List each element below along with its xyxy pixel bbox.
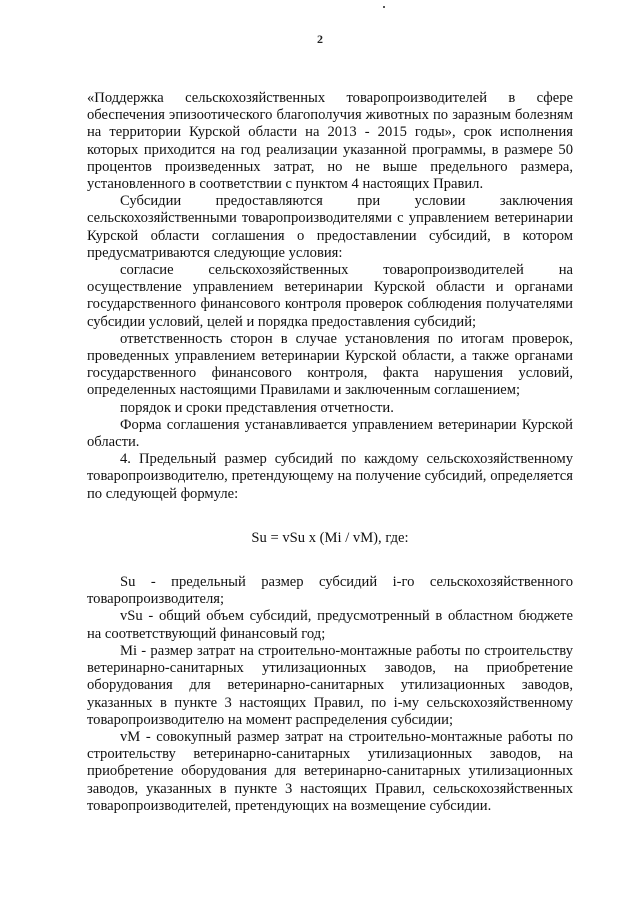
paragraph-consent: согласие сельскохозяйственных товаропроизводителей на осуществление управлением ветеринарии Курской области и органами государственного финансового контроля проверок соблюдения получателями субсидии условий, целей и порядка предоставления субсидий; [87, 262, 573, 330]
subsidy-formula: Su = vSu x (Mi / vM), где: [251, 529, 409, 546]
scan-speck [383, 6, 385, 8]
definition-vm: vM - совокупный размер затрат на строительно-монтажные работы по строительству ветеринарно-санитарных утилизационных заводов, на приобретение оборудования для ветеринарно-санитарных утилизационных заводов, указанных в пункте 3 настоящих Правил, сельскохозяйственных товаропроизводителей, претендующих на возмещение субсидии. [87, 728, 573, 814]
paragraph-responsibility: ответственность сторон в случае установления по итогам проверок, проведенных управлением ветеринарии Курской области, а также органами государственного финансового контроля, факта нарушения условий, определенных настоящими Правилами и заключенным соглашением; [87, 330, 573, 399]
paragraph-reporting: порядок и сроки представления отчетности. [120, 399, 394, 416]
definition-mi: Mi - размер затрат на строительно-монтажные работы по строительству ветеринарно-санитарных утилизационных заводов, на приобретение оборудования для ветеринарно-санитарных утилизационных заводов, указанных в пункте 3 настоящих Правил, по i-му сельскохозяйственному товаропроизводителю на момент распределения субсидии; [87, 642, 573, 728]
paragraph-program-name: «Поддержка сельскохозяйственных товаропроизводителей в сфере обеспечения эпизоотического благополучия животных по заразным болезням на территории Курской области на 2013 - 2015 годы», срок исполнения которых приходится на год реализации указанной программы, в размере 50 процентов произведенных затрат, но не выше предельного размера, установленного в соответствии с пунктом 4 настоящих Правил. [87, 90, 573, 193]
document-body [87, 90, 573, 815]
paragraph-clause-4: 4. Предельный размер субсидий по каждому сельскохозяйственному товаропроизводителю, претендующему на получение субсидий, определяется по следующей формуле: [87, 451, 573, 502]
page-number: 2 [317, 32, 323, 46]
definition-su: Su - предельный размер субсидий i-го сельскохозяйственного товаропроизводителя; [87, 574, 573, 608]
definition-vsu: vSu - общий объем субсидий, предусмотренный в областном бюджете на соответствующий финансовый год; [87, 608, 573, 642]
paragraph-subsidy-conditions: Субсидии предоставляются при условии заключения сельскохозяйственными товаропроизводителями с управлением ветеринарии Курской области соглашения о предоставлении субсидий, в котором предусматриваются следующие условия: [87, 193, 573, 261]
paragraph-agreement-form: Форма соглашения устанавливается управлением ветеринарии Курской области. [87, 416, 573, 451]
